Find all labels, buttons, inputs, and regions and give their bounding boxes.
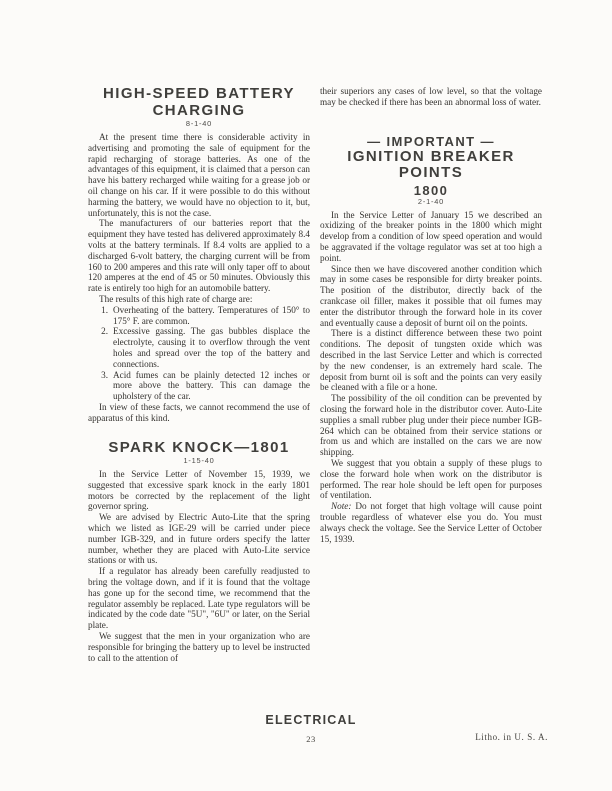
list-item-text: Acid fumes can be plainly detected 12 inches or more above the battery. This can damage the upholstery of the car.	[113, 369, 310, 402]
article3-title: IGNITION BREAKER POINTS	[347, 147, 515, 182]
article3-note	[320, 501, 542, 544]
article2-continuation: their superiors any cases of low level, so that the voltage may be checked if there has been an abnormal loss of water.	[320, 86, 542, 107]
footer-page-number: 23	[306, 734, 316, 744]
article3-model-number: 1800	[413, 182, 449, 198]
article1-list-intro: The results of this high rate of charge are:	[99, 293, 253, 304]
article3-paragraph-2: Since then we have discovered another condition which may in some cases be responsible for dirty breaker points. The position of the distributor, directly back of the crankcase oil filler, makes it possible that oil fumes may enter the distributor through the forward hole in its cover and eventually cause a deposit of burnt oil on the points.	[320, 263, 542, 328]
note-label: Note:	[331, 501, 352, 512]
list-item-number: 2.	[101, 326, 108, 337]
article1-title-line1: HIGH-SPEED BATTERY	[103, 85, 295, 102]
list-item-number: 1.	[101, 304, 108, 315]
article2-paragraph-4: We suggest that the men in your organization who are responsible for bringing the battery up to level be instructed to call to the attention of	[88, 630, 310, 663]
article2-title: SPARK KNOCK—1801	[108, 438, 290, 456]
right-column	[320, 86, 542, 544]
article3-kicker: — IMPORTANT —	[367, 133, 495, 149]
article2-paragraph-2: We are advised by Electric Auto-Lite that the spring which we listed as IGE-29 will be carried under piece number IGB-329, and in future orders specify the latter number, whether they are placed with Auto-Lite service stations or with us.	[88, 512, 310, 566]
list-item-text: Excessive gassing. The gas bubbles displace the electrolyte, causing it to overflow through the vent holes and spread over the top of the battery and connections.	[113, 326, 310, 369]
article3-paragraph-3: There is a distinct difference between these two point conditions. The deposit of tungsten oxide which was described in the last Service Letter and which is corrected by the new condenser, is an extremely hard scale. The deposit from burnt oil is soft and the points can very easily be cleaned with a file or a hone.	[320, 328, 542, 393]
article2-paragraph-3: If a regulator has already been carefully readjusted to bring the voltage down, and if it is found that the voltage has gone up for the second time, we recommend that the regulator assembly be replaced. Late type regulators will be indicated by the code date "5U", "6U" or later, on the Serial plate.	[88, 566, 310, 631]
charge-effects-list	[94, 305, 310, 402]
article1-paragraph-2: The manufacturers of our batteries report that the equipment they have tested has delivered approximately 8.4 volts at the battery terminals. If 8.4 volts are applied to a discharged 6-volt battery, the charging current will be from 160 to 200 amperes and this rate will only taper off to about 120 amperes at the end of 45 or 50 minutes. Obviously this rate is entirely too high for an automobile battery.	[88, 218, 310, 294]
article3-paragraph-5: We suggest that you obtain a supply of these plugs to close the forward hole when work on the distributor is performed. The rear hole should be left open for purposes of ventilation.	[320, 457, 542, 501]
left-column	[88, 86, 310, 663]
article3-date: 2-1-40	[417, 196, 445, 206]
article1-title	[88, 86, 310, 119]
list-item-number: 3.	[101, 369, 108, 380]
article1-date: 8-1-40	[185, 119, 213, 128]
article1-title-line2: CHARGING	[152, 101, 246, 119]
footer-section-label: ELECTRICAL	[265, 713, 357, 727]
footer-litho-note: Litho. in U. S. A.	[475, 732, 548, 742]
article1-paragraph-1: At the present time there is considerable activity in advertising and promoting the sale of equipment for the rapid recharging of storage batteries. As one of the advantages of this equipment, it is claimed that a person can have his battery recharged while waiting for a grease job or oil change on his car. If it were possible to do this without harming the battery, we would have no objection to it, but, unfortunately, this is not the case.	[88, 132, 310, 218]
note-text: Do not forget that high voltage will cause point trouble regardless of whatever else you do. You must always check the voltage. See the Service Letter of October 15, 1939.	[320, 501, 542, 544]
article3-paragraph-4: The possibility of the oil condition can be prevented by closing the forward hole in the distributor cover. Auto-Lite supplies a small rubber plug under their piece number IGB-264 which can be obtained from their service stations or from us and which are installed on the cars we are now shipping.	[320, 393, 542, 458]
article2-date: 1-15-40	[183, 456, 215, 466]
article3-paragraph-1: In the Service Letter of January 15 we described an oxidizing of the breaker points in the 1800 which might develop from a condition of low speed operation and would be aggravated if the voltage regulator was set at too high a point.	[320, 209, 542, 263]
list-item	[94, 305, 310, 327]
article1-closing: In view of these facts, we cannot recommend the use of apparatus of this kind.	[88, 401, 310, 423]
list-item-text: Overheating of the battery. Temperatures of 150° to 175° F. are common.	[113, 304, 310, 326]
list-item	[94, 370, 310, 402]
list-item	[94, 326, 310, 369]
article2-paragraph-1: In the Service Letter of November 15, 1939, we suggested that excessive spark knock in the early 1801 motors be corrected by the replacement of the light governor spring.	[88, 469, 310, 512]
